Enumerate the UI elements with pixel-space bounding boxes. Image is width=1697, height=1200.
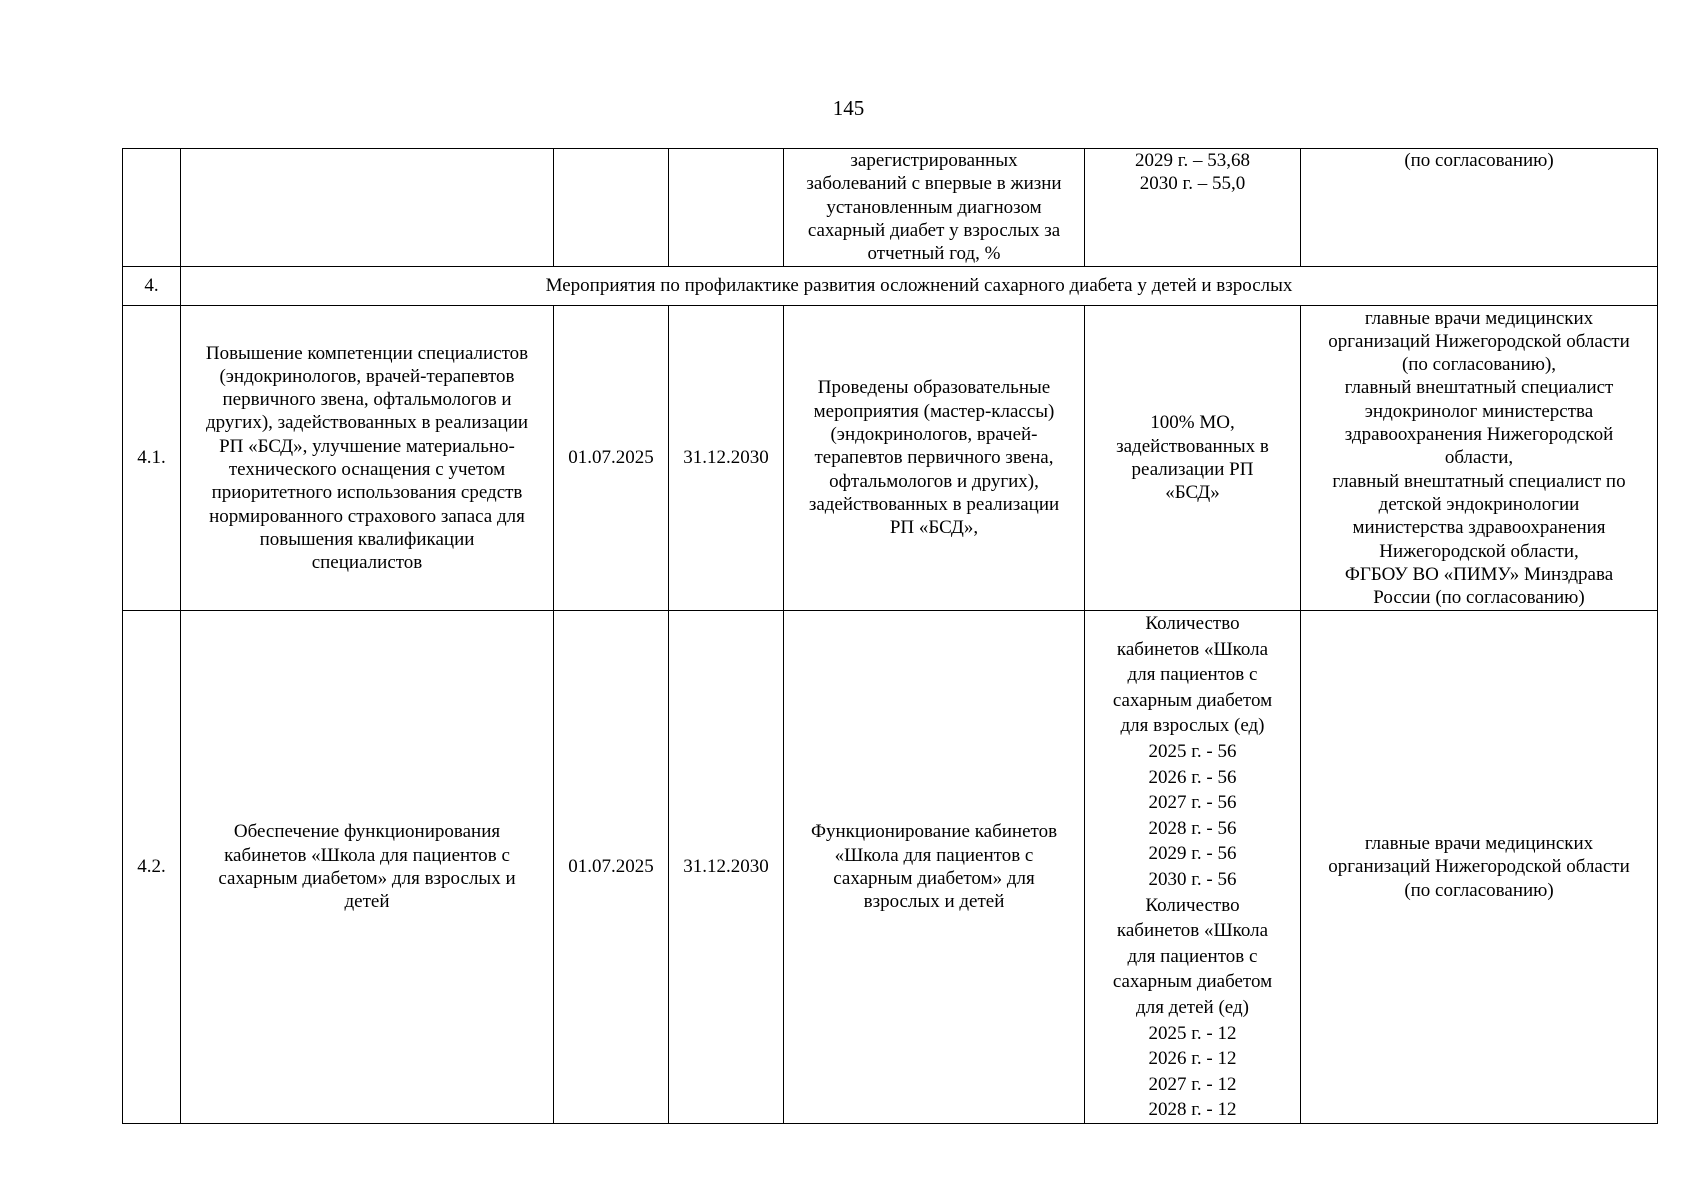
- value-line: 2025 г. - 56: [1148, 740, 1237, 762]
- activity-line: РП «БСД», улучшение материально-: [219, 435, 515, 457]
- result-cell: [784, 611, 1085, 1124]
- responsible-line: главный внештатный специалист по: [1332, 470, 1626, 492]
- start-date-cell: [554, 149, 669, 267]
- responsible-cell: [1301, 611, 1658, 1124]
- table-row-continued: [123, 149, 1658, 267]
- value-line: 2027 г. - 12: [1148, 1073, 1237, 1095]
- activity-cell: [181, 611, 554, 1124]
- activity-line: технического оснащения с учетом: [228, 459, 506, 480]
- result-line: взрослых и детей: [863, 891, 1005, 913]
- responsible-line: организаций Нижегородской области: [1328, 856, 1630, 878]
- responsible-line: (по согласованию),: [1401, 354, 1557, 376]
- value-line: 2028 г. - 12: [1148, 1099, 1237, 1121]
- value-line: 2030 г. – 55,0: [1139, 173, 1246, 195]
- indicator-line: отчетный год, %: [867, 243, 1001, 265]
- value-line: кабинетов «Школа: [1116, 638, 1269, 660]
- value-line: 2026 г. - 56: [1148, 766, 1237, 788]
- value-line: 2029 г. - 56: [1148, 843, 1237, 865]
- responsible-line: эндокринолог министерства: [1364, 400, 1594, 422]
- value-line: кабинетов «Школа: [1116, 920, 1269, 942]
- value-line: для пациентов с: [1127, 945, 1258, 967]
- responsible-line: главный внештатный специалист: [1344, 377, 1614, 399]
- section-title: Мероприятия по профилактике развития осложнений сахарного диабета у детей и взрослых: [181, 267, 1658, 306]
- row-number: 4.1.: [123, 306, 181, 611]
- end-date-cell: [669, 149, 784, 267]
- table-row-4-1: [123, 306, 1658, 611]
- value-line: для детей (ед): [1136, 996, 1249, 1018]
- responsible-line: (по согласованию): [1404, 150, 1554, 171]
- activity-line: повышения квалификации: [259, 528, 475, 550]
- value-line: Количество: [1145, 894, 1240, 916]
- value-line: для пациентов с: [1127, 664, 1258, 686]
- row-number: 4.2.: [123, 611, 181, 1124]
- activity-line: нормированного страхового запаса для: [209, 505, 525, 527]
- value-cell: [1085, 611, 1301, 1124]
- activity-cell: [181, 306, 554, 611]
- indicator-line: установленным диагнозом: [826, 196, 1042, 218]
- value-line: сахарным диабетом: [1112, 689, 1273, 711]
- start-date: 01.07.2025: [554, 611, 669, 1124]
- activity-line: специалистов: [311, 552, 423, 574]
- table-row-4-2: [123, 611, 1658, 1124]
- value-line: «БСД»: [1165, 482, 1220, 504]
- indicator-cell: [784, 149, 1085, 267]
- value-cell: [1085, 149, 1301, 267]
- result-line: «Школа для пациентов с: [834, 844, 1034, 866]
- value-line: для взрослых (ед): [1120, 715, 1265, 737]
- value-line: реализации РП: [1131, 459, 1254, 480]
- value-line: 2026 г. - 12: [1148, 1048, 1237, 1070]
- activity-line: детей: [344, 891, 390, 913]
- indicator-line: заболеваний с впервые в жизни: [806, 173, 1062, 195]
- result-line: задействованных в реализации: [808, 493, 1060, 515]
- activity-line: первичного звена, офтальмологов и: [222, 389, 512, 411]
- result-cell: [784, 306, 1085, 611]
- result-line: Функционирование кабинетов: [810, 821, 1058, 843]
- indicator-line: сахарный диабет у взрослых за: [807, 219, 1061, 241]
- value-line: 2030 г. - 56: [1148, 868, 1237, 890]
- end-date: 31.12.2030: [669, 306, 784, 611]
- result-line: сахарным диабетом» для: [833, 867, 1035, 889]
- value-line: 2027 г. - 56: [1148, 792, 1237, 814]
- responsible-line: главные врачи медицинских: [1364, 307, 1594, 329]
- activity-line: Обеспечение функционирования: [233, 821, 501, 843]
- result-line: мероприятия (мастер-классы): [813, 400, 1055, 422]
- section-number: 4.: [123, 267, 181, 306]
- responsible-line: организаций Нижегородской области: [1328, 330, 1630, 352]
- result-line: терапевтов первичного звена,: [814, 447, 1054, 469]
- activity-line: сахарным диабетом» для взрослых и: [218, 867, 516, 889]
- responsible-line: области,: [1444, 447, 1514, 469]
- activity-cell: [181, 149, 554, 267]
- value-line: 2029 г. – 53,68: [1135, 150, 1250, 171]
- responsible-cell: [1301, 149, 1658, 267]
- value-line: Количество: [1145, 613, 1240, 634]
- responsible-line: России (по согласованию): [1373, 587, 1585, 609]
- result-line: офтальмологов и других),: [829, 470, 1039, 492]
- responsible-line: ФГБОУ ВО «ПИМУ» Минздрава: [1344, 563, 1614, 585]
- activity-line: приоритетного использования средств: [211, 482, 523, 504]
- responsible-line: министерства здравоохранения: [1352, 517, 1606, 539]
- indicator-line: зарегистрированных: [850, 150, 1018, 171]
- value-line: задействованных в: [1116, 435, 1269, 457]
- number-cell: [123, 149, 181, 267]
- section-row: [123, 267, 1658, 306]
- page-number: 145: [832, 96, 865, 120]
- responsible-line: здравоохранения Нижегородской: [1344, 424, 1614, 446]
- activity-line: Повышение компетенции специалистов: [205, 342, 529, 364]
- activity-line: кабинетов «Школа для пациентов с: [224, 844, 510, 866]
- responsible-line: (по согласованию): [1404, 879, 1554, 901]
- value-cell: [1085, 306, 1301, 611]
- responsible-line: Нижегородской области,: [1379, 540, 1579, 562]
- plan-table: [122, 148, 1658, 1124]
- result-line: Проведены образовательные: [817, 377, 1051, 399]
- responsible-cell: [1301, 306, 1658, 611]
- responsible-line: главные врачи медицинских: [1364, 832, 1594, 854]
- result-line: РП «БСД»,: [889, 517, 979, 539]
- result-line: (эндокринологов, врачей-: [830, 424, 1038, 446]
- responsible-line: детской эндокринологии: [1378, 493, 1580, 515]
- value-line: сахарным диабетом: [1112, 971, 1273, 993]
- value-line: 2025 г. - 12: [1148, 1022, 1237, 1044]
- value-line: 100% МО,: [1150, 412, 1235, 434]
- activity-line: других), задействованных в реализации: [205, 412, 529, 434]
- activity-line: (эндокринологов, врачей-терапевтов: [219, 365, 515, 387]
- value-line: 2028 г. - 56: [1148, 817, 1237, 839]
- start-date: 01.07.2025: [554, 306, 669, 611]
- end-date: 31.12.2030: [669, 611, 784, 1124]
